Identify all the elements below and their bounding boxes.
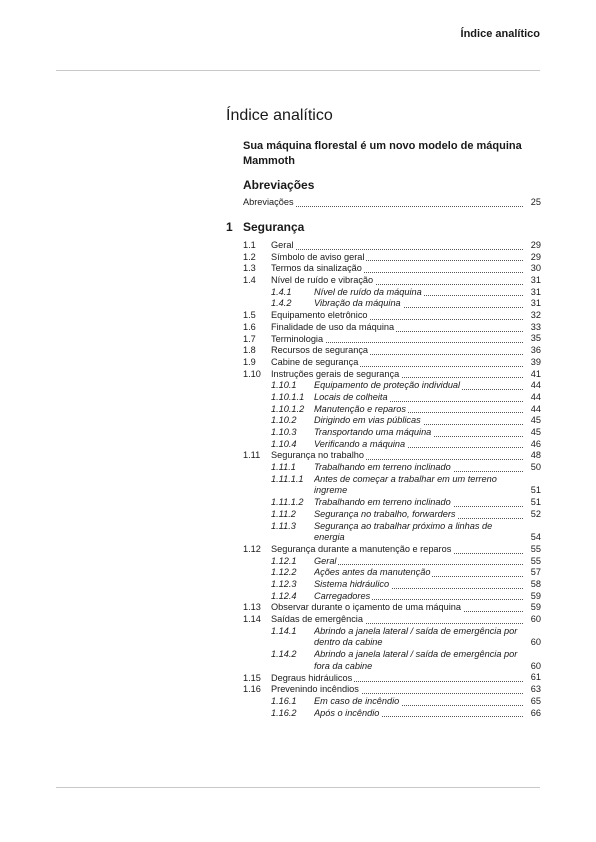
toc-entry-title: Degraus hidráulicos bbox=[271, 672, 353, 683]
toc-entry[interactable] bbox=[243, 521, 541, 544]
toc-entry-title-wrap bbox=[271, 334, 523, 346]
toc-entry[interactable] bbox=[243, 544, 541, 556]
toc-entry-page: 60 bbox=[530, 637, 541, 648]
toc-entry-title: Sistema hidráulico bbox=[314, 578, 390, 589]
toc-entry-number: 1.6 bbox=[243, 321, 256, 332]
toc-entry[interactable] bbox=[243, 450, 541, 462]
toc-entry-title: Cabine de segurança bbox=[271, 356, 359, 367]
toc-entry-title: Transportando uma máquina bbox=[314, 427, 432, 437]
toc-entry-title: Segurança no trabalho, forwarders bbox=[314, 508, 456, 519]
toc-entry-title: Abreviações bbox=[243, 197, 294, 207]
toc-entry-title: Saídas de emergência bbox=[271, 614, 363, 625]
toc-entry-page: 36 bbox=[530, 345, 541, 356]
toc-entry-title-wrap bbox=[271, 263, 523, 275]
toc-entry-title-wrap bbox=[271, 602, 523, 614]
toc-entry-page: 51 bbox=[530, 485, 541, 496]
toc-entry-page: 39 bbox=[530, 356, 541, 367]
toc-entry-page: 60 bbox=[530, 660, 541, 671]
toc-entry-title: Após o incêndio bbox=[314, 707, 380, 718]
toc-entry-title: Carregadores bbox=[314, 590, 371, 601]
toc-entry-number: 1.10.1.1 bbox=[271, 391, 305, 402]
toc-entry-page: 45 bbox=[530, 415, 541, 426]
toc-entry-title-wrap bbox=[314, 415, 523, 427]
toc-entry-title-wrap bbox=[314, 287, 523, 299]
toc-entry-title: Finalidade de uso da máquina bbox=[271, 321, 395, 332]
toc-entry[interactable] bbox=[243, 345, 541, 357]
toc-entry-title-wrap bbox=[314, 556, 523, 568]
toc-entry[interactable] bbox=[243, 591, 541, 603]
toc-entry-page: 50 bbox=[530, 462, 541, 473]
toc-entry-number: 1.8 bbox=[243, 345, 256, 356]
toc-entry-title-wrap bbox=[314, 626, 523, 649]
toc-entry-title: Manutenção e reparos bbox=[314, 403, 406, 414]
toc-list bbox=[243, 240, 541, 719]
toc-entry-number: 1.10.1 bbox=[271, 380, 297, 391]
toc-entry-title-wrap bbox=[271, 673, 523, 685]
page-title: Índice analítico bbox=[226, 107, 333, 124]
toc-entry[interactable] bbox=[243, 252, 541, 264]
toc-entry-page: 61 bbox=[530, 672, 541, 683]
toc-entry[interactable] bbox=[243, 673, 541, 685]
toc-entry-title: Geral bbox=[314, 555, 337, 566]
toc-entry-page: 35 bbox=[530, 333, 541, 344]
toc-entry-title: Geral bbox=[271, 240, 294, 250]
toc-entry-number: 1.4.2 bbox=[271, 298, 292, 309]
toc-entry-title: Ações antes da manutenção bbox=[314, 567, 431, 578]
toc-entry-number: 1.11.1.2 bbox=[271, 497, 304, 508]
toc-entry-title: Termos da sinalização bbox=[271, 263, 362, 274]
chapter-number: 1 bbox=[226, 220, 233, 234]
toc-entry-page: 31 bbox=[530, 286, 541, 297]
toc-entry-title-wrap bbox=[271, 684, 523, 696]
toc-entry-number: 1.1 bbox=[243, 240, 256, 250]
toc-entry-page: 65 bbox=[530, 695, 541, 706]
toc-entry-number: 1.12.4 bbox=[271, 590, 297, 601]
toc-entry-title-wrap bbox=[271, 450, 523, 462]
toc-entry[interactable] bbox=[243, 556, 541, 568]
toc-entry-title: Vibração da máquina bbox=[314, 298, 401, 309]
toc-entry-number: 1.9 bbox=[243, 356, 256, 367]
toc-entry-title: Segurança no trabalho bbox=[271, 450, 364, 461]
toc-entry-title: Terminologia bbox=[271, 333, 324, 344]
toc-entry-title-wrap bbox=[314, 427, 523, 439]
toc-entry-title-wrap bbox=[314, 380, 523, 392]
toc-entry-title-wrap bbox=[271, 240, 523, 252]
toc-entry-number: 1.13 bbox=[243, 602, 261, 613]
toc-entry-title-wrap bbox=[314, 392, 523, 404]
toc-entry-page: 31 bbox=[530, 275, 541, 286]
running-header: Índice analítico bbox=[460, 28, 540, 40]
chapter-heading bbox=[226, 220, 304, 234]
toc-entry[interactable] bbox=[243, 240, 541, 252]
toc-entry-number: 1.11 bbox=[243, 450, 261, 461]
toc-entry-page: 55 bbox=[530, 543, 541, 554]
toc-entry-title-wrap bbox=[271, 544, 523, 556]
toc-entry[interactable] bbox=[243, 369, 541, 381]
toc-entry-number: 1.10.4 bbox=[271, 438, 297, 449]
toc-entry-title-wrap bbox=[314, 509, 523, 521]
toc-entry[interactable] bbox=[243, 415, 541, 427]
toc-entry[interactable] bbox=[243, 462, 541, 474]
toc-entry-page: 29 bbox=[530, 251, 541, 262]
toc-entry-number: 1.14 bbox=[243, 614, 261, 625]
toc-entry-number: 1.11.3 bbox=[271, 520, 296, 531]
toc-entry-page: 33 bbox=[530, 321, 541, 332]
toc-entry-page: 55 bbox=[530, 555, 541, 566]
toc-entry-title: Símbolo de aviso geral bbox=[271, 251, 365, 262]
toc-entry-title-wrap bbox=[314, 567, 523, 579]
toc-entry-page: 46 bbox=[530, 438, 541, 449]
abbreviations-list bbox=[243, 197, 541, 209]
toc-entry-number: 1.15 bbox=[243, 672, 261, 683]
toc-entry-title: Recursos de segurança bbox=[271, 345, 369, 356]
toc-entry-page: 44 bbox=[530, 391, 541, 402]
toc-entry-page: 57 bbox=[530, 567, 541, 578]
toc-entry-title: Em caso de incêndio bbox=[314, 695, 400, 706]
toc-entry-title-wrap bbox=[271, 275, 523, 287]
toc-entry[interactable] bbox=[243, 298, 541, 310]
toc-entry[interactable] bbox=[243, 708, 541, 720]
toc-entry-page: 52 bbox=[530, 508, 541, 519]
toc-entry-title-wrap bbox=[314, 696, 523, 708]
toc-entry-number: 1.2 bbox=[243, 251, 256, 262]
toc-entry-number: 1.12.1 bbox=[271, 555, 297, 566]
toc-entry[interactable] bbox=[243, 197, 541, 209]
toc-entry-number: 1.16.1 bbox=[271, 695, 297, 706]
dot-leader bbox=[271, 249, 523, 250]
toc-entry-page: 66 bbox=[530, 707, 541, 718]
toc-entry[interactable] bbox=[243, 380, 541, 392]
toc-entry-title-wrap bbox=[314, 591, 523, 603]
toc-entry[interactable] bbox=[243, 684, 541, 696]
toc-entry-title-wrap bbox=[314, 579, 523, 591]
toc-entry-page: 63 bbox=[530, 684, 541, 695]
toc-entry-title-wrap bbox=[271, 345, 523, 357]
toc-entry-number: 1.10.2 bbox=[271, 415, 297, 426]
toc-entry[interactable] bbox=[243, 287, 541, 299]
toc-entry[interactable] bbox=[243, 497, 541, 509]
toc-entry-page: 58 bbox=[530, 578, 541, 589]
toc-entry-title: Antes de começar a trabalhar em um terreno ingreme bbox=[314, 473, 497, 496]
toc-entry-title: Nível de ruído e vibração bbox=[271, 275, 374, 286]
toc-entry-number: 1.7 bbox=[243, 333, 256, 344]
toc-entry-page: 31 bbox=[530, 298, 541, 309]
toc-entry-title-wrap bbox=[314, 521, 523, 544]
toc-entry-number: 1.10.1.2 bbox=[271, 403, 305, 414]
toc-entry-title: Equipamento eletrônico bbox=[271, 310, 368, 321]
toc-entry-title-wrap bbox=[314, 298, 523, 310]
toc-entry-page: 59 bbox=[530, 602, 541, 613]
toc-entry-title: Locais de colheita bbox=[314, 391, 388, 402]
toc-entry-title: Verificando a máquina bbox=[314, 438, 406, 449]
toc-entry-title-wrap bbox=[314, 439, 523, 451]
dot-leader bbox=[314, 564, 523, 565]
toc-entry[interactable] bbox=[243, 602, 541, 614]
toc-entry[interactable] bbox=[243, 404, 541, 416]
toc-entry-title-wrap bbox=[271, 369, 523, 381]
toc-entry-title: Dirigindo em vias públicas bbox=[314, 415, 421, 426]
toc-entry[interactable] bbox=[243, 263, 541, 275]
toc-entry-page: 59 bbox=[530, 590, 541, 601]
toc-entry-number: 1.14.2 bbox=[271, 649, 297, 660]
toc-entry-page: 60 bbox=[530, 614, 541, 625]
toc-entry-page: 30 bbox=[530, 263, 541, 274]
toc-entry-page: 51 bbox=[530, 497, 541, 508]
toc-entry-title-wrap bbox=[243, 197, 523, 209]
toc-entry[interactable] bbox=[243, 275, 541, 287]
toc-entry[interactable] bbox=[243, 322, 541, 334]
chapter-title: Segurança bbox=[243, 220, 305, 234]
toc-entry-page: 41 bbox=[530, 368, 541, 379]
toc-entry-page: 32 bbox=[530, 310, 541, 321]
toc-entry-title: Abrindo a janela lateral / saída de emergência por dentro da cabine bbox=[314, 625, 518, 648]
toc-entry-page: 29 bbox=[530, 239, 541, 250]
toc-entry[interactable] bbox=[243, 439, 541, 451]
toc-entry[interactable] bbox=[243, 649, 541, 672]
toc-entry[interactable] bbox=[243, 392, 541, 404]
toc-entry-number: 1.11.2 bbox=[271, 508, 296, 519]
toc-entry-title-wrap bbox=[271, 357, 523, 369]
toc-entry-title: Segurança ao trabalhar próximo a linhas de energia bbox=[314, 520, 493, 543]
toc-entry-number: 1.12.2 bbox=[271, 567, 297, 578]
toc-entry-title-wrap bbox=[271, 252, 523, 264]
toc-entry-number: 1.12.3 bbox=[271, 578, 297, 589]
toc-entry-title: Nível de ruído da máquina bbox=[314, 286, 422, 297]
intro-heading: Sua máquina florestal é um novo modelo de máquina Mammoth bbox=[243, 140, 522, 167]
toc-entry-title: Trabalhando em terreno inclinado bbox=[314, 462, 451, 473]
toc-entry-title-wrap bbox=[314, 462, 523, 474]
toc-entry-page: 44 bbox=[530, 403, 541, 414]
toc-entry-number: 1.10 bbox=[243, 368, 261, 379]
toc-entry-title-wrap bbox=[271, 322, 523, 334]
toc-entry[interactable] bbox=[243, 509, 541, 521]
toc-entry[interactable] bbox=[243, 427, 541, 439]
toc-entry-number: 1.16.2 bbox=[271, 707, 297, 718]
toc-entry[interactable] bbox=[243, 567, 541, 579]
toc-entry-page: 48 bbox=[530, 450, 541, 461]
toc-entry[interactable] bbox=[243, 357, 541, 369]
toc-entry[interactable] bbox=[243, 614, 541, 626]
toc-entry-title-wrap bbox=[314, 708, 523, 720]
toc-entry-title-wrap bbox=[314, 649, 523, 672]
toc-entry-title-wrap bbox=[271, 614, 523, 626]
toc-entry-page: 25 bbox=[530, 196, 541, 207]
toc-entry-number: 1.4 bbox=[243, 275, 256, 286]
toc-entry-title: Trabalhando em terreno inclinado bbox=[314, 497, 451, 508]
toc-entry-title-wrap bbox=[314, 404, 523, 416]
toc-entry-number: 1.5 bbox=[243, 310, 256, 321]
footer-divider bbox=[56, 787, 540, 788]
toc-entry-title: Instruções gerais de segurança bbox=[271, 368, 400, 379]
toc-entry-page: 44 bbox=[530, 380, 541, 391]
toc-entry-number: 1.10.3 bbox=[271, 427, 297, 437]
toc-entry-number: 1.14.1 bbox=[271, 625, 297, 636]
toc-entry-number: 1.4.1 bbox=[271, 286, 292, 297]
toc-entry[interactable] bbox=[243, 474, 541, 497]
toc-entry[interactable] bbox=[243, 310, 541, 322]
toc-entry-number: 1.3 bbox=[243, 263, 256, 274]
abbreviations-heading: Abreviações bbox=[243, 178, 315, 192]
toc-entry-title: Prevenindo incêndios bbox=[271, 684, 359, 695]
toc-entry-title: Observar durante o içamento de uma máquina bbox=[271, 602, 461, 613]
toc-entry[interactable] bbox=[243, 626, 541, 649]
toc-entry-number: 1.12 bbox=[243, 543, 261, 554]
toc-entry[interactable] bbox=[243, 696, 541, 708]
toc-entry-number: 1.16 bbox=[243, 684, 261, 695]
toc-entry-page: 45 bbox=[530, 426, 541, 437]
toc-entry-title-wrap bbox=[314, 474, 523, 497]
toc-entry[interactable] bbox=[243, 334, 541, 346]
toc-entry-title: Equipamento de proteção individual bbox=[314, 380, 461, 391]
header-divider bbox=[56, 70, 540, 71]
toc-entry-title: Segurança durante a manutenção e reparos bbox=[271, 543, 452, 554]
toc-entry[interactable] bbox=[243, 579, 541, 591]
toc-entry-title: Abrindo a janela lateral / saída de emergência por fora da cabine bbox=[314, 649, 518, 671]
toc-entry-number: 1.11.1 bbox=[271, 462, 296, 473]
toc-entry-title-wrap bbox=[314, 497, 523, 509]
toc-entry-page: 54 bbox=[530, 532, 541, 543]
toc-entry-title-wrap bbox=[271, 310, 523, 322]
toc-entry-number: 1.11.1.1 bbox=[271, 473, 304, 484]
